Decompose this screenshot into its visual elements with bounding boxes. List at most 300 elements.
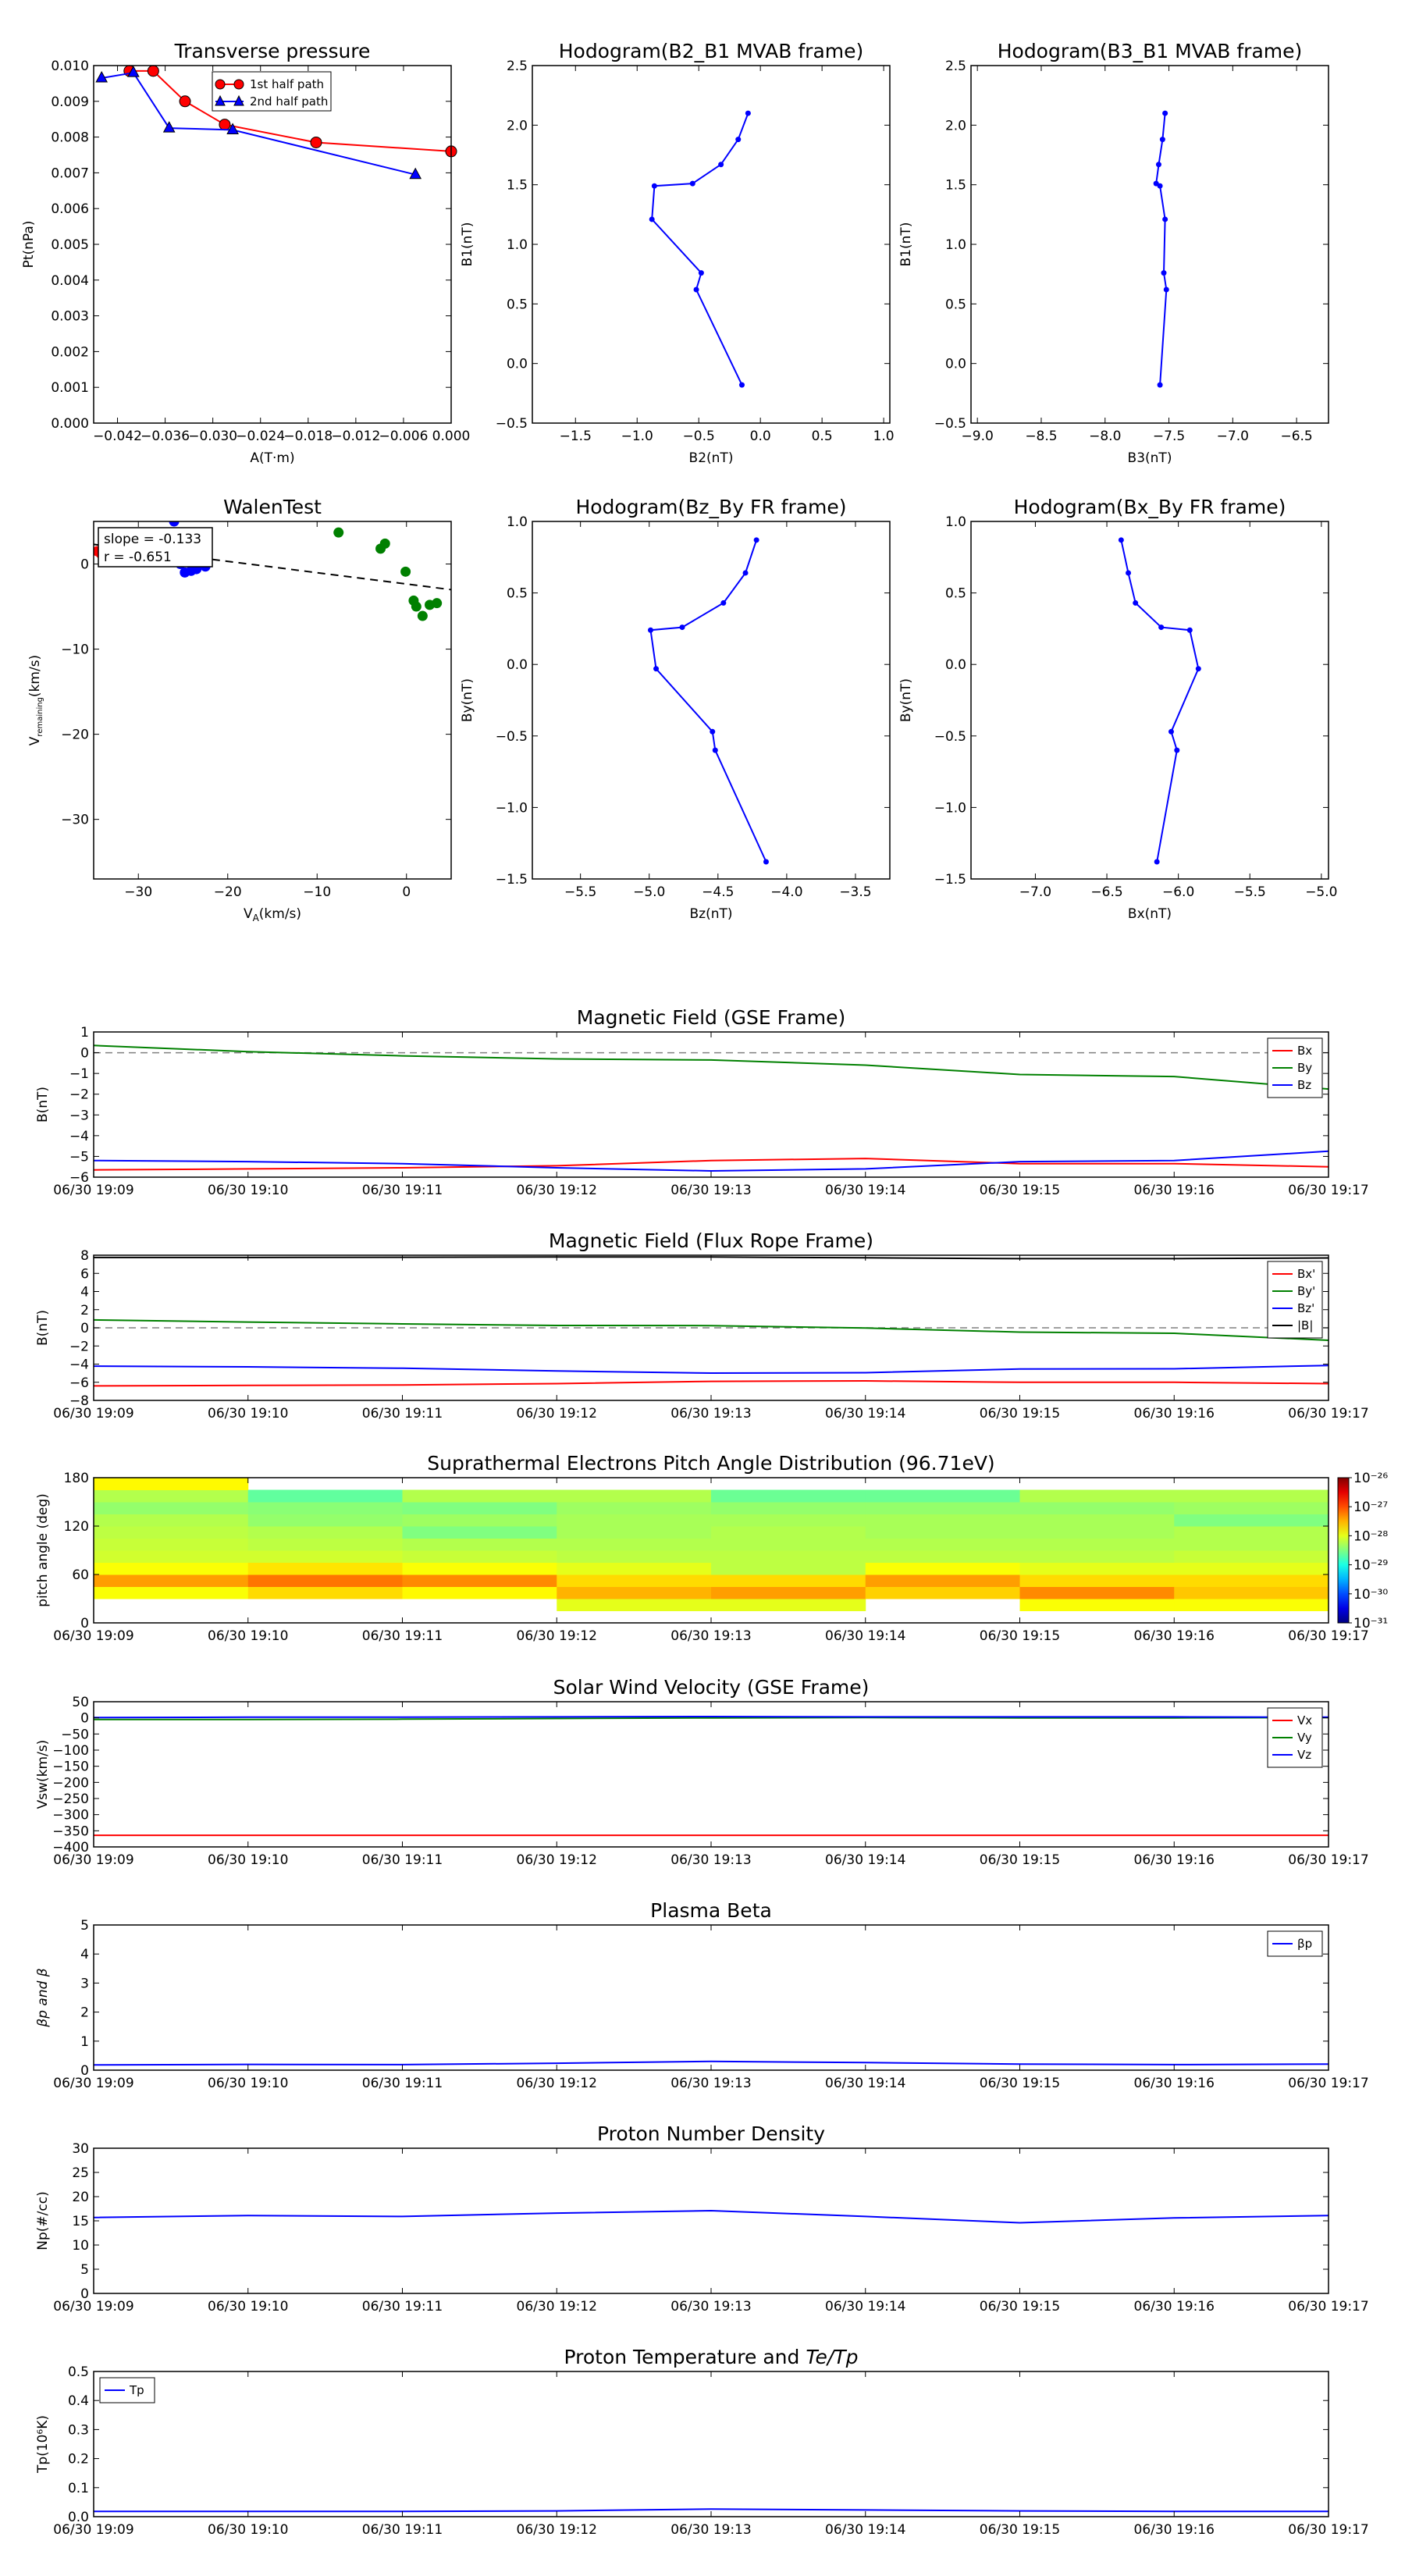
y-tick-label: −400 — [52, 1840, 89, 1856]
data-point — [1162, 111, 1168, 116]
x-tick-label: 06/30 19:15 — [979, 1406, 1061, 1421]
chart-title: Magnetic Field (Flux Rope Frame) — [548, 1229, 874, 1252]
heatmap-cell — [403, 1490, 557, 1503]
x-tick-label: 06/30 19:14 — [825, 1852, 906, 1868]
x-tick-label: 06/30 19:17 — [1288, 2522, 1369, 2538]
x-label-sub: A — [252, 913, 259, 923]
chart-title: Transverse pressure — [174, 40, 371, 62]
colorbar-tick-label: 10⁻²⁷ — [1353, 1500, 1389, 1516]
y-tick-label: −10 — [61, 642, 89, 658]
data-point — [1174, 748, 1179, 753]
plot-area — [94, 2371, 1329, 2517]
y-tick-label: −0.5 — [934, 416, 966, 432]
plot-area — [94, 66, 451, 423]
colorbar-tick-label: 10⁻³¹ — [1353, 1616, 1389, 1631]
y-tick-label: 0.3 — [67, 2422, 89, 2439]
y-tick-label: −6 — [69, 1170, 89, 1186]
y-tick-label: −1.5 — [495, 872, 528, 888]
y-tick-label: 50 — [72, 1695, 89, 1710]
data-point-circle — [148, 66, 158, 76]
data-point — [713, 748, 718, 753]
y-tick-label: 2.5 — [506, 59, 528, 74]
x-tick-label: −4.5 — [702, 884, 735, 900]
heatmap-cell — [866, 1574, 1020, 1587]
y-tick-label: 4 — [80, 1284, 89, 1300]
y-axis-label: B(nT) — [35, 1309, 51, 1347]
heatmap-cell — [711, 1490, 866, 1503]
heatmap-cell — [1174, 1563, 1329, 1575]
heatmap-cell — [1020, 1550, 1175, 1563]
panel-7 — [35, 1229, 1369, 1421]
heatmap-cell — [557, 1587, 711, 1599]
x-tick-label: 06/30 19:10 — [208, 2299, 289, 2314]
x-tick-label: −7.0 — [1216, 429, 1249, 444]
y-tick-label: 0.4 — [67, 2393, 89, 2410]
data-point — [1126, 570, 1131, 575]
y-tick-label: 0 — [80, 1710, 89, 1727]
plot-area — [94, 1032, 1329, 1177]
x-tick-label: 06/30 19:15 — [979, 1183, 1061, 1198]
y-tick-label: 2.0 — [944, 118, 966, 134]
heatmap-cell — [557, 1539, 711, 1551]
data-point — [743, 570, 749, 575]
x-tick-label: 06/30 19:17 — [1288, 2076, 1369, 2091]
heatmap-cell — [1174, 1502, 1329, 1514]
heatmap-cell — [557, 1502, 711, 1514]
heatmap-cell — [403, 1563, 557, 1575]
x-tick-label: 06/30 19:15 — [979, 1628, 1061, 1644]
x-tick-label: 06/30 19:12 — [516, 2299, 597, 2314]
y-tick-label: 0 — [80, 1616, 89, 1631]
y-tick-label: 1 — [80, 1025, 89, 1041]
x-tick-label: 06/30 19:17 — [1288, 2299, 1369, 2314]
chart-title — [564, 2346, 859, 2368]
y-tick-label: −150 — [52, 1759, 89, 1775]
y-tick-label: 0.007 — [51, 165, 89, 182]
y-tick-label: 2.5 — [944, 59, 966, 74]
x-tick-label: 06/30 19:14 — [825, 2522, 906, 2538]
x-tick-label: 06/30 19:12 — [516, 1183, 597, 1198]
x-tick-label: 06/30 19:13 — [670, 2522, 752, 2538]
panel-10 — [53, 1899, 1368, 2091]
y-tick-label: 0.0 — [506, 657, 528, 674]
panel-0 — [21, 40, 470, 466]
x-tick-label: 1.0 — [873, 429, 895, 444]
legend-label: By' — [1297, 1284, 1316, 1298]
data-point-circle — [219, 119, 230, 130]
data-point — [710, 729, 715, 735]
chart-title: Plasma Beta — [650, 1899, 772, 1922]
x-tick-label: 06/30 19:12 — [516, 1406, 597, 1421]
x-tick-label: 06/30 19:09 — [53, 1628, 134, 1644]
y-tick-label: 0.2 — [67, 2451, 89, 2467]
x-tick-label: 06/30 19:16 — [1133, 2299, 1215, 2314]
heatmap-cell — [248, 1490, 403, 1503]
y-tick-label: 1.5 — [506, 177, 528, 194]
heatmap-cell — [711, 1599, 866, 1611]
legend-label: Tp — [130, 2383, 144, 2397]
chart-title: Suprathermal Electrons Pitch Angle Distribution (96.71eV) — [427, 1452, 995, 1475]
x-tick-label: 06/30 19:14 — [825, 2076, 906, 2091]
y-tick-label: −250 — [52, 1791, 89, 1807]
y-tick-label: −1.0 — [495, 800, 528, 817]
y-tick-label: −30 — [61, 812, 89, 828]
x-tick-label: 06/30 19:11 — [361, 2522, 443, 2538]
heatmap-cell — [1174, 1599, 1329, 1611]
x-tick-label: 06/30 19:13 — [670, 2299, 752, 2314]
data-point — [690, 181, 695, 187]
x-tick-label: −5.5 — [564, 884, 597, 900]
data-point — [1161, 270, 1166, 276]
y-tick-label: 0.010 — [51, 59, 89, 74]
x-tick-label: 06/30 19:12 — [516, 2076, 597, 2091]
heatmap-cell — [94, 1550, 248, 1563]
legend-label: 1st half path — [250, 77, 325, 91]
x-tick-label: 0 — [402, 884, 411, 900]
title-ratio: Te/Tp — [806, 2346, 859, 2368]
heatmap-cell — [403, 1587, 557, 1599]
heatmap-cell — [94, 1574, 248, 1587]
x-tick-label: 06/30 19:13 — [670, 2076, 752, 2091]
y-tick-label: 0.0 — [944, 657, 966, 674]
colorbar — [1338, 1478, 1349, 1623]
y-tick-label: 0 — [80, 2063, 89, 2079]
x-tick-label: −0.042 — [93, 429, 142, 444]
x-tick-label: 06/30 19:10 — [208, 1406, 289, 1421]
y-tick-label: 10 — [72, 2238, 89, 2254]
y-tick-label: 0 — [80, 557, 89, 573]
legend-label: Bx — [1297, 1044, 1313, 1058]
y-label-v: V — [27, 736, 43, 746]
data-point — [1160, 137, 1165, 142]
y-tick-label: 0.001 — [51, 380, 89, 397]
x-tick-label: 06/30 19:14 — [825, 1628, 906, 1644]
chart-title: Magnetic Field (GSE Frame) — [576, 1006, 846, 1029]
colorbar-tick-label: 10⁻²⁶ — [1353, 1471, 1389, 1486]
x-tick-label: 06/30 19:12 — [516, 1628, 597, 1644]
x-tick-label: 0.0 — [749, 429, 771, 444]
y-tick-label: 0.5 — [67, 2364, 89, 2380]
heatmap-cell — [711, 1526, 866, 1539]
y-tick-label: 0.006 — [51, 201, 89, 218]
data-point — [739, 382, 745, 388]
y-tick-label: 0.005 — [51, 237, 89, 253]
x-tick-label: 06/30 19:16 — [1133, 1628, 1215, 1644]
plot-area — [94, 1702, 1329, 1847]
x-tick-label: −0.030 — [188, 429, 238, 444]
heatmap-cell — [1020, 1599, 1175, 1611]
x-tick-label: 06/30 19:13 — [670, 1852, 752, 1868]
y-tick-label: 0 — [80, 2286, 89, 2302]
heatmap-cell — [866, 1490, 1020, 1503]
x-tick-label: −1.5 — [559, 429, 592, 444]
x-tick-label: 06/30 19:11 — [361, 1406, 443, 1421]
heatmap-cell — [1020, 1514, 1175, 1527]
legend-label: By — [1297, 1061, 1313, 1075]
x-tick-label: 06/30 19:16 — [1133, 2522, 1215, 2538]
heatmap-cell — [866, 1502, 1020, 1514]
heatmap-cell — [94, 1587, 248, 1599]
heatmap-cell — [557, 1550, 711, 1563]
x-tick-label: −1.0 — [621, 429, 653, 444]
x-tick-label: 06/30 19:17 — [1288, 1628, 1369, 1644]
y-tick-label: 5 — [80, 2262, 89, 2278]
heatmap-cell — [248, 1587, 403, 1599]
plot-area — [532, 66, 890, 423]
y-axis-label: B(nT) — [35, 1086, 51, 1123]
y-tick-label: −0.5 — [934, 728, 966, 745]
data-point — [1164, 287, 1169, 293]
y-tick-label: 20 — [72, 2190, 89, 2205]
x-tick-label: 06/30 19:15 — [979, 2299, 1061, 2314]
x-label-unit: (km/s) — [258, 906, 302, 922]
x-tick-label: −8.0 — [1089, 429, 1122, 444]
heatmap-cell — [403, 1574, 557, 1587]
heatmap-cell — [1020, 1502, 1175, 1514]
y-tick-label: −6 — [69, 1375, 89, 1391]
y-axis-label: Np(#/cc) — [35, 2191, 51, 2250]
heatmap-cell — [248, 1550, 403, 1563]
y-tick-label: 1 — [80, 2033, 89, 2050]
x-tick-label: 06/30 19:13 — [670, 1628, 752, 1644]
x-tick-label: 06/30 19:14 — [825, 1406, 906, 1421]
data-point — [432, 598, 442, 608]
x-tick-label: 06/30 19:17 — [1288, 1183, 1369, 1198]
y-tick-label: −200 — [52, 1775, 89, 1791]
heatmap-cell — [557, 1563, 711, 1575]
legend-label: Vz — [1297, 1748, 1312, 1762]
x-axis-label: Bz(nT) — [689, 906, 733, 922]
y-tick-label: −4 — [69, 1357, 89, 1373]
data-point — [699, 270, 704, 276]
heatmap-cell — [711, 1563, 866, 1575]
x-tick-label: 06/30 19:10 — [208, 1183, 289, 1198]
data-point — [763, 859, 769, 865]
x-tick-label: −0.024 — [236, 429, 286, 444]
x-tick-label: 06/30 19:14 — [825, 2299, 906, 2314]
x-tick-label: 06/30 19:11 — [361, 2076, 443, 2091]
x-label-v: V — [243, 906, 253, 922]
heatmap-cell — [403, 1502, 557, 1514]
y-tick-label: 0.1 — [67, 2480, 89, 2496]
data-point — [648, 628, 653, 633]
plot-area — [94, 1925, 1329, 2070]
annotation-slope: slope = -0.133 — [104, 532, 202, 547]
panel-5 — [898, 496, 1337, 922]
y-axis-label: pitch angle (deg) — [35, 1493, 51, 1607]
y-tick-label: −350 — [52, 1823, 89, 1840]
panel-6 — [35, 1006, 1369, 1198]
x-axis-label: Bx(nT) — [1127, 906, 1172, 922]
y-tick-label: −3 — [69, 1108, 89, 1124]
y-tick-label: 1.5 — [944, 177, 966, 194]
x-tick-label: 06/30 19:09 — [53, 2522, 134, 2538]
y-tick-label: −4 — [69, 1128, 89, 1144]
chart-title: Hodogram(B2_B1 MVAB frame) — [558, 40, 864, 62]
y-axis-label: B1(nT) — [460, 222, 475, 267]
legend-label: βp — [1297, 1937, 1313, 1951]
heatmap-cell — [711, 1514, 866, 1527]
heatmap-cell — [1174, 1514, 1329, 1527]
x-tick-label: 06/30 19:10 — [208, 2522, 289, 2538]
y-tick-label: 0.0 — [67, 2510, 89, 2525]
y-tick-label: 0.5 — [944, 297, 966, 313]
y-label-sub: remaining — [36, 697, 44, 737]
data-point — [1158, 382, 1163, 388]
x-tick-label: 06/30 19:16 — [1133, 1183, 1215, 1198]
heatmap-cell — [1020, 1587, 1175, 1599]
y-tick-label: −300 — [52, 1807, 89, 1823]
legend-marker — [215, 80, 225, 89]
y-tick-label: 0 — [80, 1045, 89, 1062]
x-tick-label: 06/30 19:15 — [979, 1852, 1061, 1868]
y-tick-label: 2 — [80, 1302, 89, 1318]
y-tick-label: −1.0 — [934, 800, 966, 817]
x-tick-label: 06/30 19:10 — [208, 2076, 289, 2091]
heatmap-cell — [248, 1563, 403, 1575]
plot-area — [94, 521, 451, 879]
x-tick-label: −3.5 — [839, 884, 872, 900]
legend-label: Bz — [1297, 1078, 1312, 1092]
y-tick-label: −5 — [69, 1149, 89, 1165]
data-point — [718, 162, 724, 167]
x-tick-label: 06/30 19:12 — [516, 2522, 597, 2538]
y-tick-label: −8 — [69, 1393, 89, 1409]
data-point — [653, 666, 659, 671]
y-tick-label: −1 — [69, 1066, 89, 1083]
y-tick-label: 0.0 — [944, 356, 966, 372]
heatmap-cell — [1174, 1539, 1329, 1551]
data-point — [745, 111, 751, 116]
colorbar-tick-label: 10⁻³⁰ — [1353, 1586, 1389, 1603]
y-tick-label: 1.0 — [506, 237, 528, 253]
x-tick-label: 06/30 19:11 — [361, 1852, 443, 1868]
y-tick-label: 0.003 — [51, 308, 89, 325]
x-tick-label: −5.0 — [1305, 884, 1338, 900]
y-tick-label: 0.009 — [51, 94, 89, 110]
title-text: Proton Temperature and — [564, 2346, 806, 2368]
x-tick-label: 06/30 19:09 — [53, 2299, 134, 2314]
heatmap-cell — [866, 1514, 1020, 1527]
y-axis-label — [27, 655, 44, 745]
y-tick-label: 30 — [72, 2141, 89, 2157]
x-tick-label: −7.0 — [1019, 884, 1052, 900]
y-tick-label: 4 — [80, 1947, 89, 1963]
x-axis-label: A(T·m) — [250, 450, 295, 466]
panel-1 — [460, 40, 895, 466]
plot-area — [532, 521, 890, 879]
data-point — [333, 528, 343, 538]
y-tick-label: −0.5 — [495, 416, 528, 432]
heatmap-cell — [94, 1478, 248, 1490]
y-tick-label: 0.5 — [944, 585, 966, 602]
heatmap-cell — [1174, 1587, 1329, 1599]
x-tick-label: 06/30 19:14 — [825, 1183, 906, 1198]
legend-label: 2nd half path — [250, 94, 329, 109]
x-tick-label: −30 — [124, 884, 153, 900]
heatmap-cell — [711, 1574, 866, 1587]
heatmap-cell — [94, 1502, 248, 1514]
data-point — [380, 539, 390, 549]
x-tick-label: −4.0 — [770, 884, 803, 900]
heatmap-cell — [94, 1539, 248, 1551]
x-tick-label: −9.0 — [961, 429, 994, 444]
heatmap-cell — [403, 1514, 557, 1527]
x-tick-label: −0.012 — [331, 429, 381, 444]
legend-label: Bx' — [1297, 1267, 1316, 1281]
heatmap-cell — [1174, 1526, 1329, 1539]
legend-label: Vy — [1297, 1731, 1312, 1745]
y-tick-label: −20 — [61, 727, 89, 743]
x-axis-label: B2(nT) — [688, 450, 734, 466]
y-tick-label: 2.0 — [506, 118, 528, 134]
heatmap-cell — [866, 1563, 1020, 1575]
heatmap-cell — [866, 1587, 1020, 1599]
heatmap-cell — [557, 1599, 711, 1611]
x-tick-label: 06/30 19:09 — [53, 1183, 134, 1198]
data-point — [1158, 624, 1164, 630]
heatmap-cell — [1020, 1490, 1175, 1503]
x-axis-label — [244, 906, 301, 923]
heatmap-cell — [1020, 1563, 1175, 1575]
y-tick-label: −100 — [52, 1743, 89, 1759]
x-tick-label: 06/30 19:13 — [670, 1183, 752, 1198]
y-axis-label: Pt(nPa) — [21, 220, 37, 269]
data-point — [1156, 162, 1161, 167]
data-point — [411, 602, 422, 612]
panel-4 — [460, 496, 890, 922]
data-point — [754, 537, 759, 543]
heatmap-cell — [1020, 1574, 1175, 1587]
data-point-circle — [180, 96, 190, 107]
legend-label: Vx — [1297, 1713, 1313, 1727]
y-tick-label: 0 — [80, 1321, 89, 1336]
x-tick-label: 06/30 19:16 — [1133, 2076, 1215, 2091]
plot-area — [971, 521, 1329, 879]
x-tick-label: 06/30 19:13 — [670, 1406, 752, 1421]
y-tick-label: −1.5 — [934, 872, 966, 888]
heatmap-cell — [711, 1550, 866, 1563]
x-tick-label: −6.5 — [1090, 884, 1123, 900]
panel-9 — [35, 1676, 1369, 1868]
y-tick-label: −0.5 — [495, 728, 528, 745]
heatmap-cell — [866, 1539, 1020, 1551]
plot-area — [94, 1255, 1329, 1400]
data-point — [1168, 729, 1174, 735]
chart-title: Hodogram(Bx_By FR frame) — [1013, 496, 1286, 518]
heatmap-cell — [1020, 1526, 1175, 1539]
heatmap-cell — [403, 1526, 557, 1539]
heatmap-cell — [94, 1490, 248, 1503]
y-tick-label: 180 — [63, 1471, 89, 1486]
x-tick-label: 06/30 19:09 — [53, 2076, 134, 2091]
plot-area — [971, 66, 1329, 423]
heatmap-cell — [94, 1526, 248, 1539]
x-tick-label: 06/30 19:16 — [1133, 1852, 1215, 1868]
y-tick-label: 1.0 — [944, 237, 966, 253]
heatmap-cell — [403, 1539, 557, 1551]
y-tick-label: 8 — [80, 1248, 89, 1264]
colorbar-tick-label: 10⁻²⁸ — [1353, 1528, 1389, 1545]
x-tick-label: 06/30 19:11 — [361, 1628, 443, 1644]
heatmap-cell — [1174, 1574, 1329, 1587]
panel-8 — [35, 1452, 1388, 1644]
heatmap-cell — [557, 1490, 711, 1503]
heatmap-cell — [248, 1502, 403, 1514]
heatmap-cell — [866, 1550, 1020, 1563]
y-label-unit: (km/s) — [27, 654, 43, 698]
x-tick-label: 06/30 19:12 — [516, 1852, 597, 1868]
